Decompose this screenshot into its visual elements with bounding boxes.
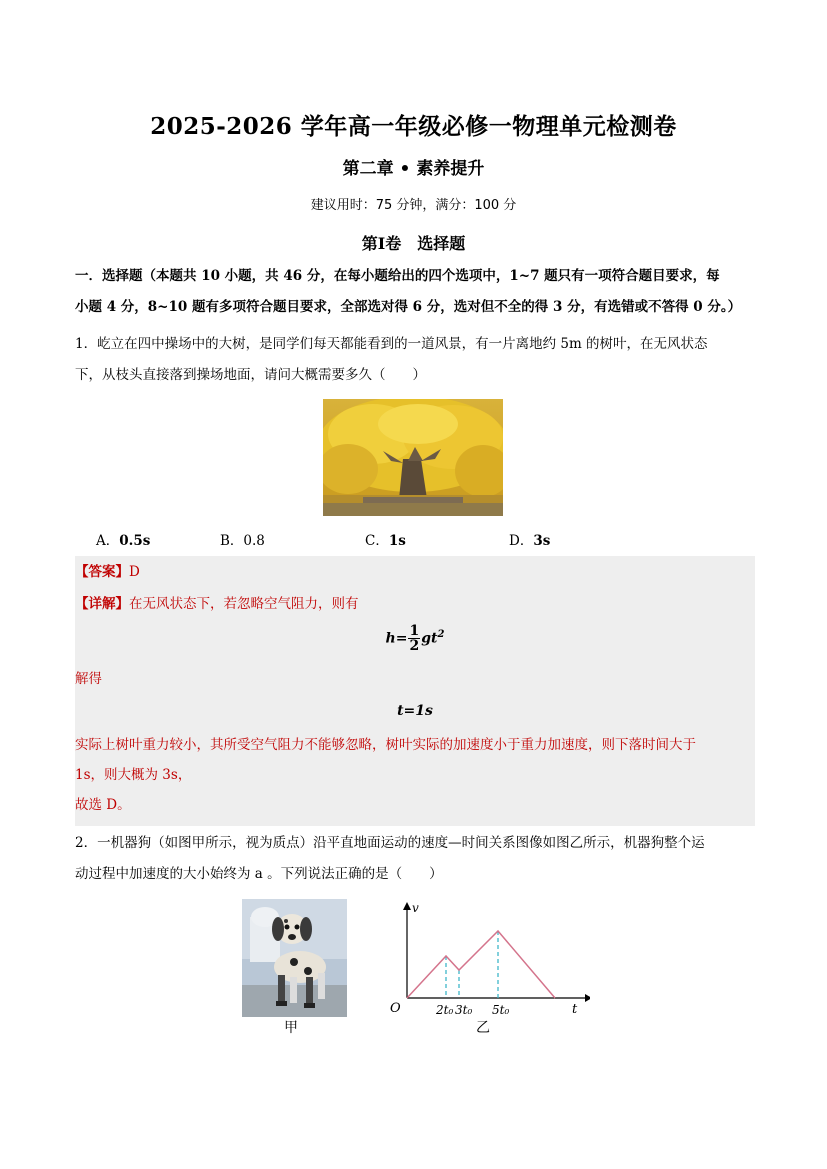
tick-3t0: 3t₀ [455, 1003, 473, 1017]
option-b-letter: B． [220, 533, 244, 549]
option-c-letter: C． [365, 533, 389, 549]
explanation-line-1: 实际上树叶重力较小，其所受空气阻力不能够忽略，树叶实际的加速度小于重力加速度，则下落时间大于 [75, 737, 696, 753]
origin-label: O [390, 1001, 401, 1016]
answer-tag: 【答案】 [75, 564, 129, 580]
option-c [365, 529, 406, 549]
tick-2t0: 2t₀ [436, 1003, 454, 1017]
section-heading: 第Ⅰ卷 选择题 [361, 234, 466, 253]
option-d [509, 529, 550, 549]
question-1-line-1: 1．屹立在四中操场中的大树，是同学们每天都能看到的一道风景，有一片离地约 5m 的树叶，在无风状态 [75, 336, 708, 352]
formula-equals: = [395, 630, 408, 647]
option-d-letter: D． [509, 533, 534, 549]
formula-free-fall [75, 624, 755, 653]
t-axis-label: t [572, 1002, 578, 1017]
solve-label: 解得 [75, 671, 102, 687]
explanation [75, 730, 755, 820]
option-c-text: 1s [388, 533, 406, 549]
answer-line [75, 557, 140, 587]
velocity-time-graph [380, 898, 590, 1038]
robot-dog-photo [242, 899, 347, 1017]
exam-meta: 建议用时：75 分钟，满分：100 分 [310, 198, 517, 213]
formula-rhs: gt [421, 630, 438, 647]
velocity-curve [407, 931, 555, 998]
axes [403, 902, 590, 1002]
chapter-subtitle: 第二章 • 素养提升 [342, 159, 485, 179]
page-title: 2025-2026 学年高一年级必修一物理单元检测卷 [150, 113, 677, 140]
question-1-line-2: 下，从枝头直接落到操场地面，请问大概需要多久（ ） [75, 367, 426, 383]
formula-lhs: h [385, 630, 396, 647]
detail-tag: 【详解】 [75, 596, 129, 612]
ginkgo-tree-photo [323, 399, 503, 516]
formula-denominator: 2 [409, 638, 420, 654]
instructions-line-1: 一．选择题（本题共 10 小题，共 46 分，在每小题给出的四个选项中，1~7 题只有一项符合题目要求，每 [75, 268, 720, 284]
figure-yi-caption: 乙 [476, 1020, 490, 1036]
detail-line [75, 589, 359, 619]
formula-result: t=1s [397, 703, 433, 719]
tick-5t0: 5t₀ [492, 1003, 510, 1017]
formula-fraction [408, 624, 420, 653]
t-axis-arrow-icon [585, 994, 590, 1002]
explanation-line-2: 1s，则大概为 3s， [75, 767, 192, 783]
formula-exponent: 2 [437, 628, 445, 640]
instructions-line-2: 小题 4 分，8~10 题有多项符合题目要求，全部选对得 6 分，选对但不全的得 3 分，有选错或不答得 0 分。） [75, 299, 742, 315]
option-b-text: 0.8 [243, 533, 265, 549]
conclusion: 故选 D。 [75, 797, 131, 813]
question-2-line-1: 2．一机器狗（如图甲所示，视为质点）沿平直地面运动的速度—时间关系图像如图乙所示，机器狗整个运 [75, 835, 705, 851]
formula-numerator: 1 [409, 623, 420, 639]
question-2-line-2: 动过程中加速度的大小始终为 a 。下列说法正确的是（ ） [75, 866, 443, 882]
option-a [96, 529, 150, 549]
answer-value: D [129, 564, 140, 580]
option-a-letter: A． [96, 533, 120, 549]
option-d-text: 3s [533, 533, 551, 549]
detail-text: 在无风状态下，若忽略空气阻力，则有 [129, 596, 359, 612]
figure-jia-caption: 甲 [284, 1020, 298, 1036]
option-a-text: 0.5s [119, 533, 151, 549]
v-axis-label: v [412, 901, 419, 915]
question-2 [75, 828, 755, 890]
question-1 [75, 329, 755, 391]
option-b [220, 529, 265, 549]
v-axis-arrow-icon [403, 902, 411, 910]
instructions [75, 261, 755, 323]
